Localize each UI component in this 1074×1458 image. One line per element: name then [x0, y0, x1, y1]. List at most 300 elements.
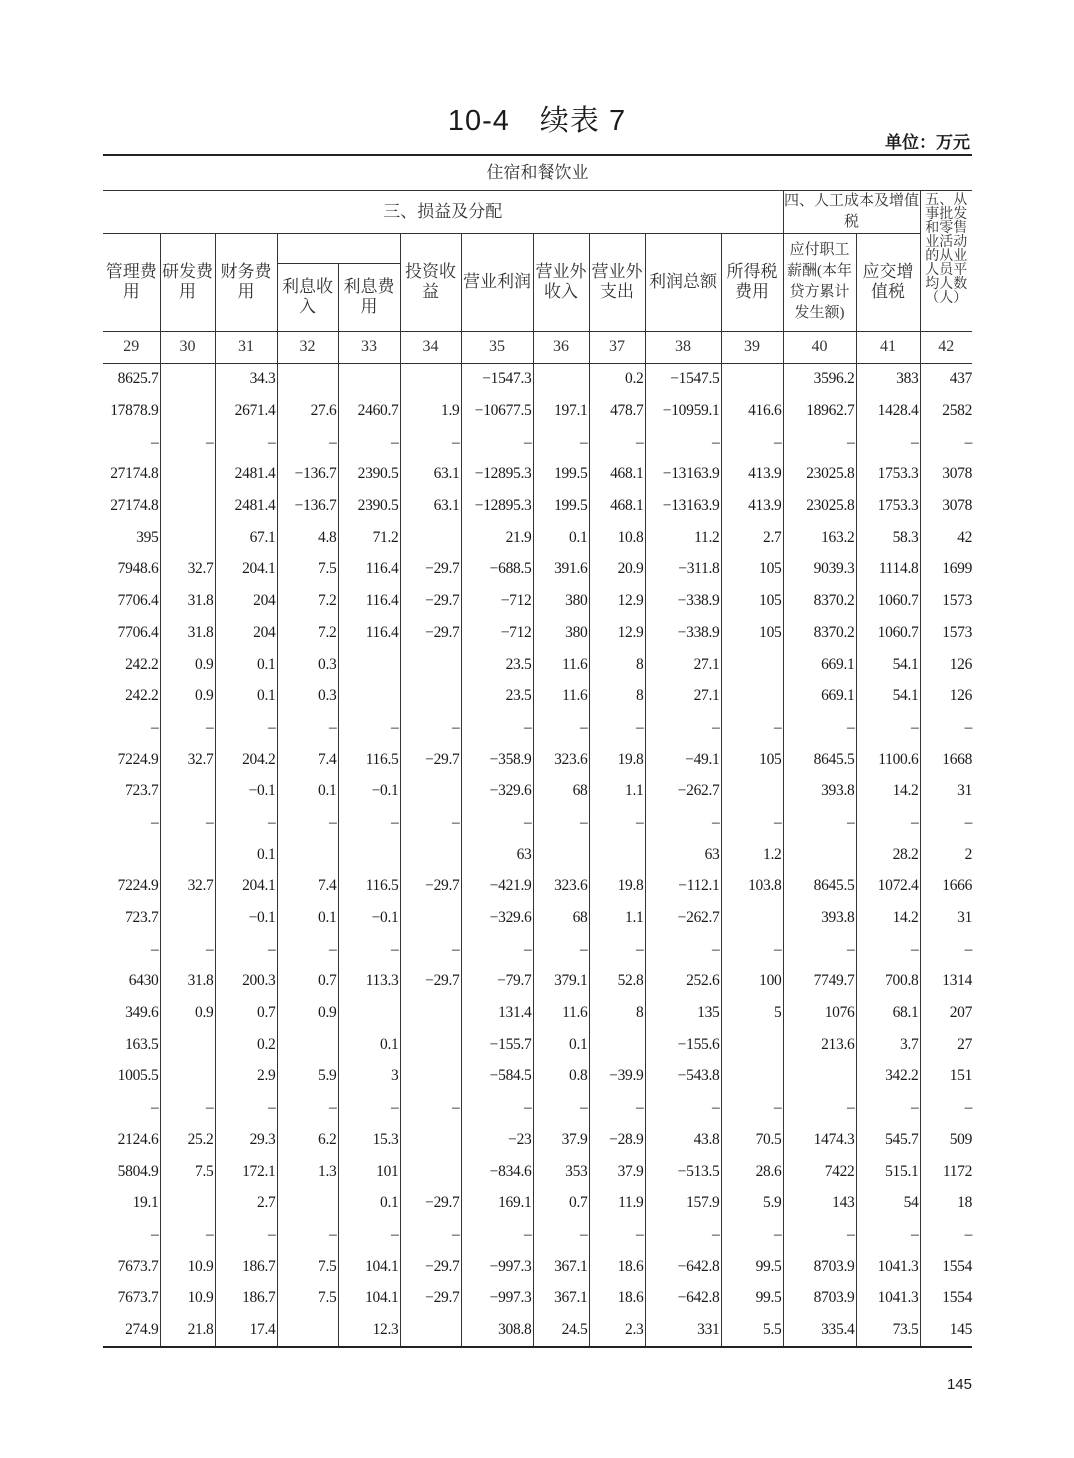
table-cell: 37.9 — [589, 1156, 645, 1188]
table-cell: – — [856, 712, 920, 744]
table-cell: 18.6 — [589, 1251, 645, 1283]
table-cell: 1041.3 — [856, 1251, 920, 1283]
table-cell: 1314 — [920, 966, 972, 998]
table-row — [103, 1282, 972, 1314]
column-number: 31 — [215, 331, 277, 363]
table-cell: 27.1 — [645, 680, 721, 712]
table-cell: 42 — [920, 522, 972, 554]
table-cell: −29.7 — [400, 554, 461, 586]
table-cell: 7224.9 — [103, 744, 160, 776]
table-cell: 0.9 — [160, 997, 215, 1029]
table-cell: 199.5 — [533, 490, 589, 522]
column-number: 35 — [461, 331, 533, 363]
table-cell: −642.8 — [645, 1282, 721, 1314]
table-cell: 105 — [721, 744, 783, 776]
table-cell: 468.1 — [589, 490, 645, 522]
table-cell: – — [400, 712, 461, 744]
table-row — [103, 554, 972, 586]
table-cell: 1753.3 — [856, 490, 920, 522]
table-cell: 669.1 — [783, 649, 856, 681]
table-cell — [277, 363, 338, 395]
table-cell: −584.5 — [461, 1061, 533, 1093]
table-cell: 8 — [589, 997, 645, 1029]
table-row — [103, 1251, 972, 1283]
table-cell: – — [103, 1219, 160, 1251]
table-cell: 1699 — [920, 554, 972, 586]
table-cell: −421.9 — [461, 871, 533, 903]
table-cell: 1666 — [920, 871, 972, 903]
table-cell — [400, 363, 461, 395]
table-cell: – — [400, 427, 461, 459]
table-row — [103, 712, 972, 744]
table-cell: – — [160, 1092, 215, 1124]
table-cell: −712 — [461, 617, 533, 649]
table-cell — [160, 775, 215, 807]
table-cell: 5804.9 — [103, 1156, 160, 1188]
table-cell: 11.2 — [645, 522, 721, 554]
table-cell: – — [160, 934, 215, 966]
table-cell: 105 — [721, 617, 783, 649]
table-cell: 63 — [645, 839, 721, 871]
table-cell: 0.7 — [215, 997, 277, 1029]
table-cell: – — [920, 427, 972, 459]
table-cell: 23.5 — [461, 680, 533, 712]
col41-header: 应交增值税 — [856, 233, 920, 331]
table-cell: −28.9 — [589, 1124, 645, 1156]
table-cell: 393.8 — [783, 775, 856, 807]
table-cell: 8645.5 — [783, 744, 856, 776]
table-cell: 58.3 — [856, 522, 920, 554]
table-cell: 509 — [920, 1124, 972, 1156]
table-cell: 6430 — [103, 966, 160, 998]
table-cell: 2390.5 — [338, 459, 400, 491]
table-cell: 1554 — [920, 1282, 972, 1314]
table-cell: 27174.8 — [103, 459, 160, 491]
table-cell: 24.5 — [533, 1314, 589, 1347]
table-cell: 6.2 — [277, 1124, 338, 1156]
table-cell: 68 — [533, 775, 589, 807]
table-cell: 10.9 — [160, 1282, 215, 1314]
table-cell: – — [856, 1219, 920, 1251]
table-cell: 242.2 — [103, 649, 160, 681]
table-cell — [721, 363, 783, 395]
table-cell: 27.6 — [277, 395, 338, 427]
table-cell — [400, 839, 461, 871]
table-cell: 308.8 — [461, 1314, 533, 1347]
table-cell: −29.7 — [400, 585, 461, 617]
table-cell: 116.5 — [338, 871, 400, 903]
table-cell: – — [461, 712, 533, 744]
table-cell: 71.2 — [338, 522, 400, 554]
table-cell: 3596.2 — [783, 363, 856, 395]
table-cell: 7.2 — [277, 617, 338, 649]
table-cell: – — [533, 1219, 589, 1251]
table-cell: – — [461, 807, 533, 839]
table-cell — [400, 1061, 461, 1093]
table-cell: 116.4 — [338, 554, 400, 586]
table-cell: 1.3 — [277, 1156, 338, 1188]
table-cell: – — [215, 427, 277, 459]
table-row — [103, 839, 972, 871]
table-cell: – — [160, 1219, 215, 1251]
table-cell — [400, 775, 461, 807]
col29-header: 管理费用 — [103, 233, 160, 331]
table-cell — [160, 395, 215, 427]
table-cell: 0.3 — [277, 649, 338, 681]
table-row — [103, 522, 972, 554]
table-cell: 413.9 — [721, 490, 783, 522]
table-cell: 199.5 — [533, 459, 589, 491]
table-cell: 126 — [920, 680, 972, 712]
table-row — [103, 617, 972, 649]
table-cell: 27 — [920, 1029, 972, 1061]
table-cell: 5.9 — [721, 1187, 783, 1219]
table-cell: −136.7 — [277, 459, 338, 491]
table-cell: 1114.8 — [856, 554, 920, 586]
col40-header: 应付职工薪酬(本年贷方累计发生额) — [783, 233, 856, 331]
table-cell: 393.8 — [783, 902, 856, 934]
table-cell: −136.7 — [277, 490, 338, 522]
table-cell: 252.6 — [645, 966, 721, 998]
table-cell: 1076 — [783, 997, 856, 1029]
table-cell: 54.1 — [856, 680, 920, 712]
table-cell — [721, 680, 783, 712]
table-cell: 37.9 — [533, 1124, 589, 1156]
table-cell: 1100.6 — [856, 744, 920, 776]
table-cell: 323.6 — [533, 744, 589, 776]
table-cell: 12.3 — [338, 1314, 400, 1347]
table-cell: – — [645, 427, 721, 459]
table-cell: 1753.3 — [856, 459, 920, 491]
table-cell: 1.2 — [721, 839, 783, 871]
table-cell: 3078 — [920, 490, 972, 522]
table-row — [103, 997, 972, 1029]
table-cell: 7948.6 — [103, 554, 160, 586]
table-cell: 25.2 — [160, 1124, 215, 1156]
table-cell: −1547.5 — [645, 363, 721, 395]
table-cell: – — [783, 712, 856, 744]
table-cell: 151 — [920, 1061, 972, 1093]
table-cell: 2481.4 — [215, 459, 277, 491]
table-cell: 478.7 — [589, 395, 645, 427]
col36-header: 营业外收入 — [533, 233, 589, 331]
table-cell: – — [856, 427, 920, 459]
table-cell: – — [160, 427, 215, 459]
table-cell: −1547.3 — [461, 363, 533, 395]
table-cell: 0.9 — [160, 680, 215, 712]
table-cell: 28.6 — [721, 1156, 783, 1188]
column-number: 34 — [400, 331, 461, 363]
table-cell: 1.1 — [589, 775, 645, 807]
table-cell: – — [461, 1219, 533, 1251]
table-cell: 1573 — [920, 585, 972, 617]
column-number: 41 — [856, 331, 920, 363]
table-cell: – — [277, 712, 338, 744]
table-cell: – — [920, 807, 972, 839]
table-cell: −338.9 — [645, 585, 721, 617]
table-cell: 100 — [721, 966, 783, 998]
table-cell: 197.1 — [533, 395, 589, 427]
table-cell: – — [400, 1219, 461, 1251]
table-cell: – — [721, 712, 783, 744]
table-row — [103, 966, 972, 998]
col32-header: 利息收入 — [277, 263, 338, 331]
table-cell: 367.1 — [533, 1251, 589, 1283]
table-cell: 669.1 — [783, 680, 856, 712]
table-cell: 105 — [721, 554, 783, 586]
table-cell: 1060.7 — [856, 585, 920, 617]
column-number: 30 — [160, 331, 215, 363]
table-cell: 23025.8 — [783, 490, 856, 522]
table-cell — [589, 839, 645, 871]
table-cell: 11.6 — [533, 997, 589, 1029]
table-cell: 99.5 — [721, 1251, 783, 1283]
table-cell: 1.1 — [589, 902, 645, 934]
table-cell: – — [277, 807, 338, 839]
table-cell: 43.8 — [645, 1124, 721, 1156]
table-cell: 19.8 — [589, 744, 645, 776]
table-cell — [160, 490, 215, 522]
table-cell — [277, 1029, 338, 1061]
table-cell: 0.9 — [277, 997, 338, 1029]
table-cell: −29.7 — [400, 1282, 461, 1314]
table-cell — [277, 839, 338, 871]
table-cell: – — [338, 807, 400, 839]
table-row — [103, 807, 972, 839]
table-cell: 0.2 — [589, 363, 645, 395]
table-cell: 2124.6 — [103, 1124, 160, 1156]
table-cell: 0.7 — [533, 1187, 589, 1219]
table-cell: 204.1 — [215, 871, 277, 903]
table-cell: 0.1 — [215, 649, 277, 681]
table-row — [103, 1092, 972, 1124]
table-row — [103, 1029, 972, 1061]
table-cell — [721, 902, 783, 934]
table-cell — [160, 1187, 215, 1219]
table-row — [103, 871, 972, 903]
table-cell: 113.3 — [338, 966, 400, 998]
table-row — [103, 395, 972, 427]
table-cell: −0.1 — [215, 902, 277, 934]
table-cell: – — [920, 1219, 972, 1251]
table-cell: – — [400, 934, 461, 966]
table-cell: −79.7 — [461, 966, 533, 998]
table-cell: 8370.2 — [783, 585, 856, 617]
table-cell: 14.2 — [856, 902, 920, 934]
table-cell: 331 — [645, 1314, 721, 1347]
table-cell: 116.4 — [338, 617, 400, 649]
table-cell: 7706.4 — [103, 585, 160, 617]
table-cell — [400, 1156, 461, 1188]
table-cell: 11.6 — [533, 680, 589, 712]
table-cell: 131.4 — [461, 997, 533, 1029]
table-cell: 54.1 — [856, 649, 920, 681]
table-cell: 545.7 — [856, 1124, 920, 1156]
table-cell: – — [103, 934, 160, 966]
table-cell: 213.6 — [783, 1029, 856, 1061]
table-cell — [400, 997, 461, 1029]
table-cell: 19.8 — [589, 871, 645, 903]
group5-header: 五、从事批发和零售业活动的从业人员平均人数（人） — [920, 190, 972, 331]
table-row — [103, 1156, 972, 1188]
table-cell: – — [920, 1092, 972, 1124]
table-cell — [400, 680, 461, 712]
table-cell: 2390.5 — [338, 490, 400, 522]
table-cell — [338, 363, 400, 395]
table-cell: – — [400, 1092, 461, 1124]
table-cell: −262.7 — [645, 775, 721, 807]
table-cell: 31 — [920, 902, 972, 934]
table-cell: – — [533, 934, 589, 966]
table-cell: 323.6 — [533, 871, 589, 903]
table-cell: – — [721, 1219, 783, 1251]
table-cell: 0.1 — [533, 522, 589, 554]
table-cell: – — [589, 427, 645, 459]
table-cell: – — [856, 1092, 920, 1124]
table-cell — [400, 649, 461, 681]
table-cell: 5.5 — [721, 1314, 783, 1347]
table-cell: – — [721, 427, 783, 459]
table-cell: 1172 — [920, 1156, 972, 1188]
table-cell — [721, 1061, 783, 1093]
table-cell: 27.1 — [645, 649, 721, 681]
table-cell: 3078 — [920, 459, 972, 491]
table-cell: 8370.2 — [783, 617, 856, 649]
table-cell — [160, 839, 215, 871]
table-cell: 63.1 — [400, 490, 461, 522]
table-cell: 380 — [533, 617, 589, 649]
table-cell: 2.7 — [215, 1187, 277, 1219]
table-row — [103, 744, 972, 776]
col31-header: 财务费用 — [215, 233, 277, 331]
table-cell: – — [856, 934, 920, 966]
table-cell — [160, 363, 215, 395]
table-cell: – — [920, 934, 972, 966]
column-number: 29 — [103, 331, 160, 363]
table-cell: 32.7 — [160, 744, 215, 776]
table-cell: 1668 — [920, 744, 972, 776]
table-cell: 7673.7 — [103, 1282, 160, 1314]
table-cell: −49.1 — [645, 744, 721, 776]
table-cell: 437 — [920, 363, 972, 395]
table-cell: 4.8 — [277, 522, 338, 554]
table-cell: – — [277, 1092, 338, 1124]
table-cell — [103, 839, 160, 871]
table-cell — [400, 522, 461, 554]
table-row — [103, 1314, 972, 1347]
table-cell: 68 — [533, 902, 589, 934]
table-cell: 7224.9 — [103, 871, 160, 903]
table-cell: 19.1 — [103, 1187, 160, 1219]
table-cell: 515.1 — [856, 1156, 920, 1188]
table-row — [103, 1124, 972, 1156]
industry-header: 住宿和餐饮业 — [103, 155, 972, 190]
table-cell: 7.5 — [160, 1156, 215, 1188]
table-cell: 7422 — [783, 1156, 856, 1188]
table-cell — [160, 1061, 215, 1093]
table-cell: – — [338, 934, 400, 966]
table-cell: 21.9 — [461, 522, 533, 554]
table-row — [103, 680, 972, 712]
table-cell: −338.9 — [645, 617, 721, 649]
table-cell: 70.5 — [721, 1124, 783, 1156]
table-cell: −997.3 — [461, 1251, 533, 1283]
table-cell: 335.4 — [783, 1314, 856, 1347]
col31-sub-header — [277, 233, 400, 263]
table-cell: 28.2 — [856, 839, 920, 871]
table-cell — [338, 839, 400, 871]
table-cell: 11.6 — [533, 649, 589, 681]
table-cell: 274.9 — [103, 1314, 160, 1347]
table-cell: 163.5 — [103, 1029, 160, 1061]
table-cell: 7.5 — [277, 1282, 338, 1314]
table-cell: 1041.3 — [856, 1282, 920, 1314]
table-cell: 2.7 — [721, 522, 783, 554]
table-row — [103, 1187, 972, 1219]
table-cell: 7749.7 — [783, 966, 856, 998]
table-cell — [277, 1314, 338, 1347]
table-cell: 12.9 — [589, 617, 645, 649]
table-cell: −10677.5 — [461, 395, 533, 427]
table-cell: 2582 — [920, 395, 972, 427]
table-cell: 101 — [338, 1156, 400, 1188]
table-cell: 15.3 — [338, 1124, 400, 1156]
table-cell: −12895.3 — [461, 490, 533, 522]
table-cell: 723.7 — [103, 775, 160, 807]
table-cell: 8 — [589, 680, 645, 712]
table-cell: 2.3 — [589, 1314, 645, 1347]
table-row — [103, 427, 972, 459]
table-cell: – — [277, 1219, 338, 1251]
table-cell: −0.1 — [338, 775, 400, 807]
table-row — [103, 1219, 972, 1251]
table-cell — [533, 363, 589, 395]
table-cell: −112.1 — [645, 871, 721, 903]
table-cell: 17.4 — [215, 1314, 277, 1347]
table-cell — [160, 522, 215, 554]
table-cell: – — [589, 712, 645, 744]
table-cell: – — [645, 934, 721, 966]
table-cell: 3 — [338, 1061, 400, 1093]
table-cell: 0.1 — [215, 680, 277, 712]
table-cell: 21.8 — [160, 1314, 215, 1347]
table-cell: – — [160, 712, 215, 744]
table-cell: – — [103, 1092, 160, 1124]
table-cell: 73.5 — [856, 1314, 920, 1347]
table-cell: 0.1 — [277, 902, 338, 934]
table-cell: 0.3 — [277, 680, 338, 712]
table-cell: – — [461, 1092, 533, 1124]
table-cell: 367.1 — [533, 1282, 589, 1314]
table-row — [103, 363, 972, 395]
table-cell: 416.6 — [721, 395, 783, 427]
table-cell: – — [215, 934, 277, 966]
table-cell: 31.8 — [160, 585, 215, 617]
table-cell: 11.9 — [589, 1187, 645, 1219]
table-cell: 0.8 — [533, 1061, 589, 1093]
table-cell: 468.1 — [589, 459, 645, 491]
table-cell — [400, 1124, 461, 1156]
table-cell — [721, 1029, 783, 1061]
table-cell: 0.2 — [215, 1029, 277, 1061]
table-cell: – — [589, 1092, 645, 1124]
table-cell: 34.3 — [215, 363, 277, 395]
table-cell: 67.1 — [215, 522, 277, 554]
table-cell: 12.9 — [589, 585, 645, 617]
table-cell: – — [783, 934, 856, 966]
table-cell: – — [103, 807, 160, 839]
table-cell: – — [277, 934, 338, 966]
